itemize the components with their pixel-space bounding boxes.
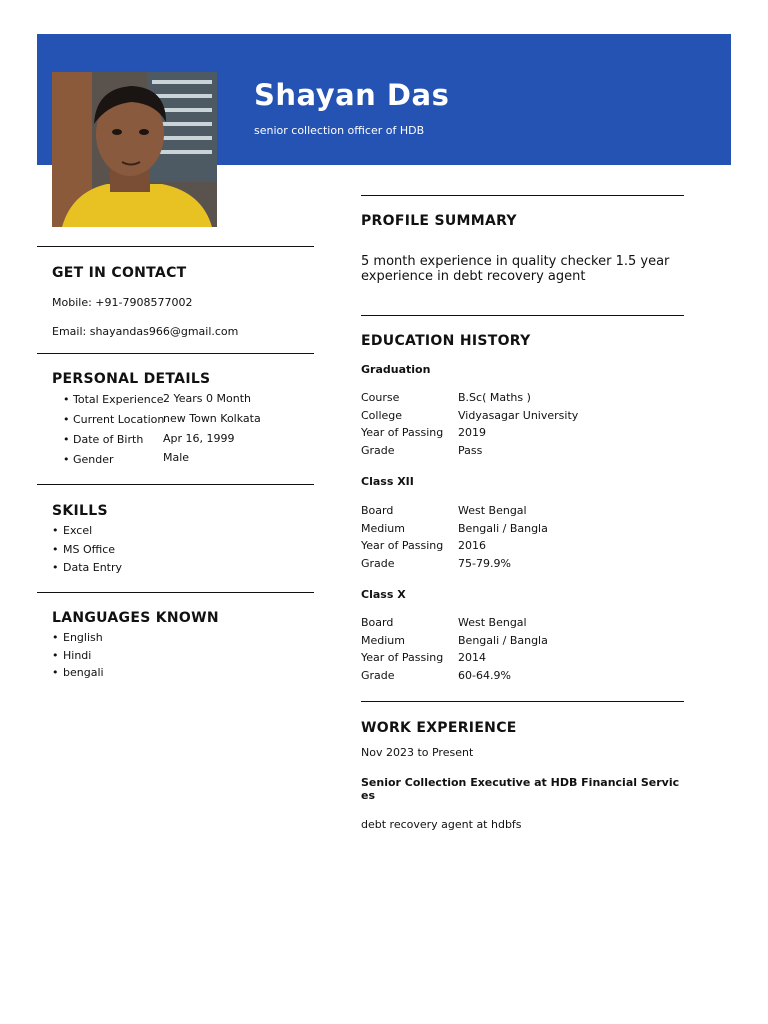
divider [37, 592, 314, 593]
profile-photo [52, 72, 217, 227]
languages-title: LANGUAGES KNOWN [52, 610, 219, 626]
skills-list [52, 524, 122, 580]
education-value: Bengali / Bangla [458, 521, 548, 535]
education-row [361, 426, 681, 444]
work-period: Nov 2023 to Present [361, 746, 474, 759]
education-heading: Class X [361, 588, 406, 601]
education-heading: Class XII [361, 475, 414, 488]
divider [361, 701, 684, 702]
education-label: College [361, 408, 403, 422]
personal-label: • Current Location [63, 413, 165, 426]
education-value: Pass [458, 443, 483, 457]
contact-email: Email: shayandas966@gmail.com [52, 325, 239, 338]
divider [361, 315, 684, 316]
education-row [361, 444, 681, 462]
education-label: Year of Passing [361, 539, 444, 552]
skill-item: • MS Office [52, 543, 122, 562]
personal-title: PERSONAL DETAILS [52, 371, 211, 387]
education-label: Medium [361, 521, 405, 535]
education-value: 75-79.9% [458, 556, 511, 570]
personal-label: • Date of Birth [63, 433, 144, 446]
personal-value: new Town Kolkata [163, 412, 261, 425]
skill-item: • Excel [52, 524, 122, 543]
work-title: WORK EXPERIENCE [361, 720, 517, 736]
language-item: • English [52, 631, 104, 649]
education-label: Course [361, 391, 400, 404]
education-row [361, 539, 681, 557]
education-row [361, 409, 681, 427]
divider [37, 353, 314, 354]
education-value: West Bengal [458, 504, 527, 517]
education-label: Grade [361, 668, 395, 682]
education-label: Grade [361, 556, 395, 570]
personal-value: 2 Years 0 Month [163, 392, 251, 405]
work-role: Senior Collection Executive at HDB Financial Services [361, 776, 680, 802]
education-value: 2014 [458, 651, 486, 664]
education-row [361, 391, 681, 409]
contact-title: GET IN CONTACT [52, 265, 187, 281]
personal-row [52, 433, 312, 453]
education-label: Grade [361, 443, 395, 457]
education-table [361, 616, 681, 686]
candidate-name: Shayan Das [254, 78, 450, 112]
language-item: • bengali [52, 666, 104, 684]
personal-row [52, 393, 312, 413]
divider [37, 246, 314, 247]
work-description: debt recovery agent at hdbfs [361, 818, 522, 831]
education-label: Medium [361, 633, 405, 647]
personal-value: Apr 16, 1999 [163, 432, 235, 445]
personal-row [52, 453, 312, 473]
education-row [361, 522, 681, 540]
languages-list [52, 631, 104, 684]
personal-row [52, 413, 312, 433]
personal-label: • Total Experience [63, 393, 164, 406]
profile-title: PROFILE SUMMARY [361, 213, 517, 229]
education-label: Year of Passing [361, 426, 444, 439]
education-value: 2016 [458, 539, 486, 552]
education-value: 2019 [458, 426, 486, 439]
personal-label: • Gender [63, 453, 114, 466]
candidate-tagline: senior collection officer of HDB [254, 124, 425, 137]
divider [361, 195, 684, 196]
skills-title: SKILLS [52, 503, 108, 519]
education-row [361, 634, 681, 652]
divider [37, 484, 314, 485]
education-value: 60-64.9% [458, 668, 511, 682]
education-row [361, 616, 681, 634]
education-table [361, 391, 681, 461]
education-value: Vidyasagar University [458, 408, 579, 422]
language-item: • Hindi [52, 649, 104, 667]
education-row [361, 557, 681, 575]
education-label: Board [361, 616, 394, 629]
contact-mobile: Mobile: +91-7908577002 [52, 296, 193, 309]
education-table [361, 504, 681, 574]
education-label: Board [361, 504, 394, 517]
skill-item: • Data Entry [52, 561, 122, 580]
personal-value: Male [163, 451, 190, 464]
education-title: EDUCATION HISTORY [361, 333, 531, 349]
education-row [361, 651, 681, 669]
profile-summary-text: 5 month experience in quality checker 1.5 year experience in debt recovery agent [361, 254, 670, 284]
education-value: Bengali / Bangla [458, 633, 548, 647]
education-row [361, 504, 681, 522]
education-value: B.Sc( Maths ) [458, 391, 531, 404]
personal-details-list [52, 393, 312, 473]
education-label: Year of Passing [361, 651, 444, 664]
education-row [361, 669, 681, 687]
education-value: West Bengal [458, 616, 527, 629]
education-heading: Graduation [361, 363, 431, 376]
